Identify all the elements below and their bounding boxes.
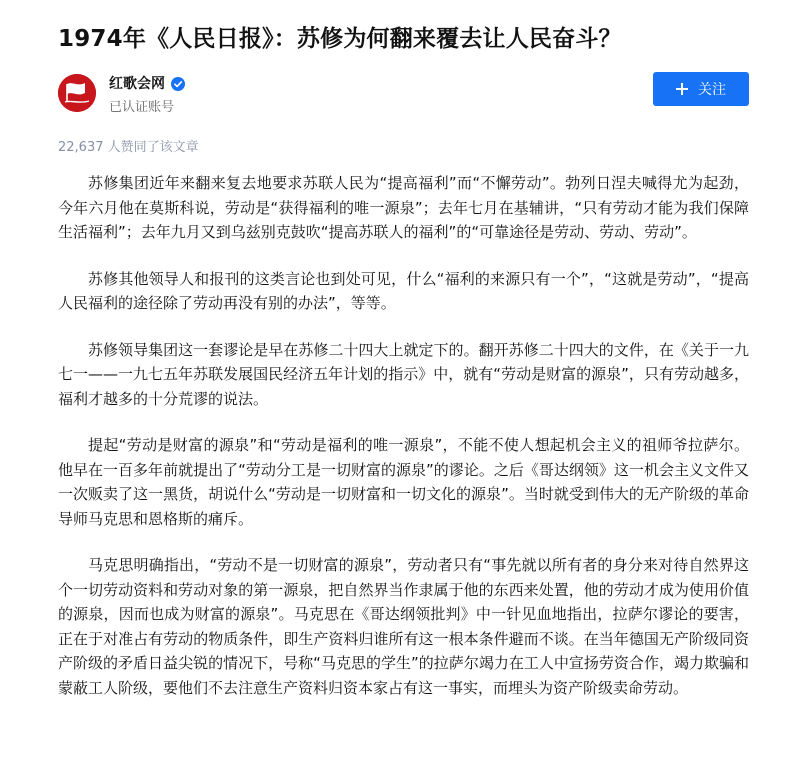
plus-icon (676, 83, 688, 95)
follow-button[interactable] (653, 72, 749, 106)
article-paragraph: 苏修集团近年来翻来复去地要求苏联人民为“提高福利”而“不懈劳动”。勃列日涅夫喊得尤为起劲，今年六月他在莫斯科说，劳动是“获得福利的唯一源泉”；去年七月在基辅讲，“只有劳动才能为我们保障生活福利”；去年九月又到乌兹别克鼓吹“提高苏联人的福利”的“可靠途径是劳动、劳动、劳动”。 (58, 174, 749, 241)
article-title: 1974年《人民日报》：苏修为何翻来覆去让人民奋斗？ (58, 26, 622, 52)
avatar[interactable] (58, 74, 96, 112)
article-paragraph: 苏修领导集团这一套谬论是早在苏修二十四大上就定下的。翻开苏修二十四大的文件，在《关于一九七一——一九七五年苏联发展国民经济五年计划的指示》中，就有“劳动是财富的源泉”，只有劳动越多，福利才越多的十分荒谬的说法。 (58, 340, 749, 408)
article-paragraph: 苏修其他领导人和报刊的这类言论也到处可见，什么“福利的来源只有一个”，“这就是劳动”，“提高人民福利的途径除了劳动再没有别的办法”，等等。 (58, 269, 749, 312)
author-name-row (109, 72, 185, 94)
article-paragraph: 提起“劳动是财富的源泉”和“劳动是福利的唯一源泉”，不能不使人想起机会主义的祖师爷拉萨尔。他早在一百多年前就提出了“劳动分工是一切财富的源泉”的谬论。之后《哥达纲领》这一机会主义文件又一次贩卖了这一黑货，胡说什么“劳动是一切财富和一切文化的源泉”。当时就受到伟大的无产阶级的革命导师马克思和恩格斯的痛斥。 (58, 436, 749, 528)
author-bar (58, 72, 749, 132)
author-name[interactable]: 红歌会网 (109, 76, 165, 92)
verified-check-icon (171, 76, 185, 90)
follow-button-label: 关注 (698, 82, 726, 98)
article-body (58, 171, 749, 700)
author-verified-label: 已认证账号 (109, 100, 175, 115)
likes-count: 22,637 人赞同了该文章 (58, 140, 199, 155)
article-paragraph: 马克思明确指出，“劳动不是一切财富的源泉”，劳动者只有“事先就以所有者的身分来对待自然界这个一切劳动资料和劳动对象的第一源泉，把自然界当作隶属于他的东西来处置，他的劳动才成为使用价值的源泉，因而也成为财富的源泉”。马克思在《哥达纲领批判》中一针见血地指出，拉萨尔谬论的要害，正在于对准占有劳动的物质条件，即生产资料归谁所有这一根本条件避而不谈。在当年德国无产阶级同资产阶级的矛盾日益尖锐的情况下，号称“马克思的学生”的拉萨尔竭力在工人中宣扬劳资合作，竭力欺骗和蒙蔽工人阶级，要他们不去注意生产资料归资本家占有这一事实，而埋头为资产阶级卖命劳动。 (58, 556, 749, 697)
red-flag-logo-icon (58, 74, 96, 112)
